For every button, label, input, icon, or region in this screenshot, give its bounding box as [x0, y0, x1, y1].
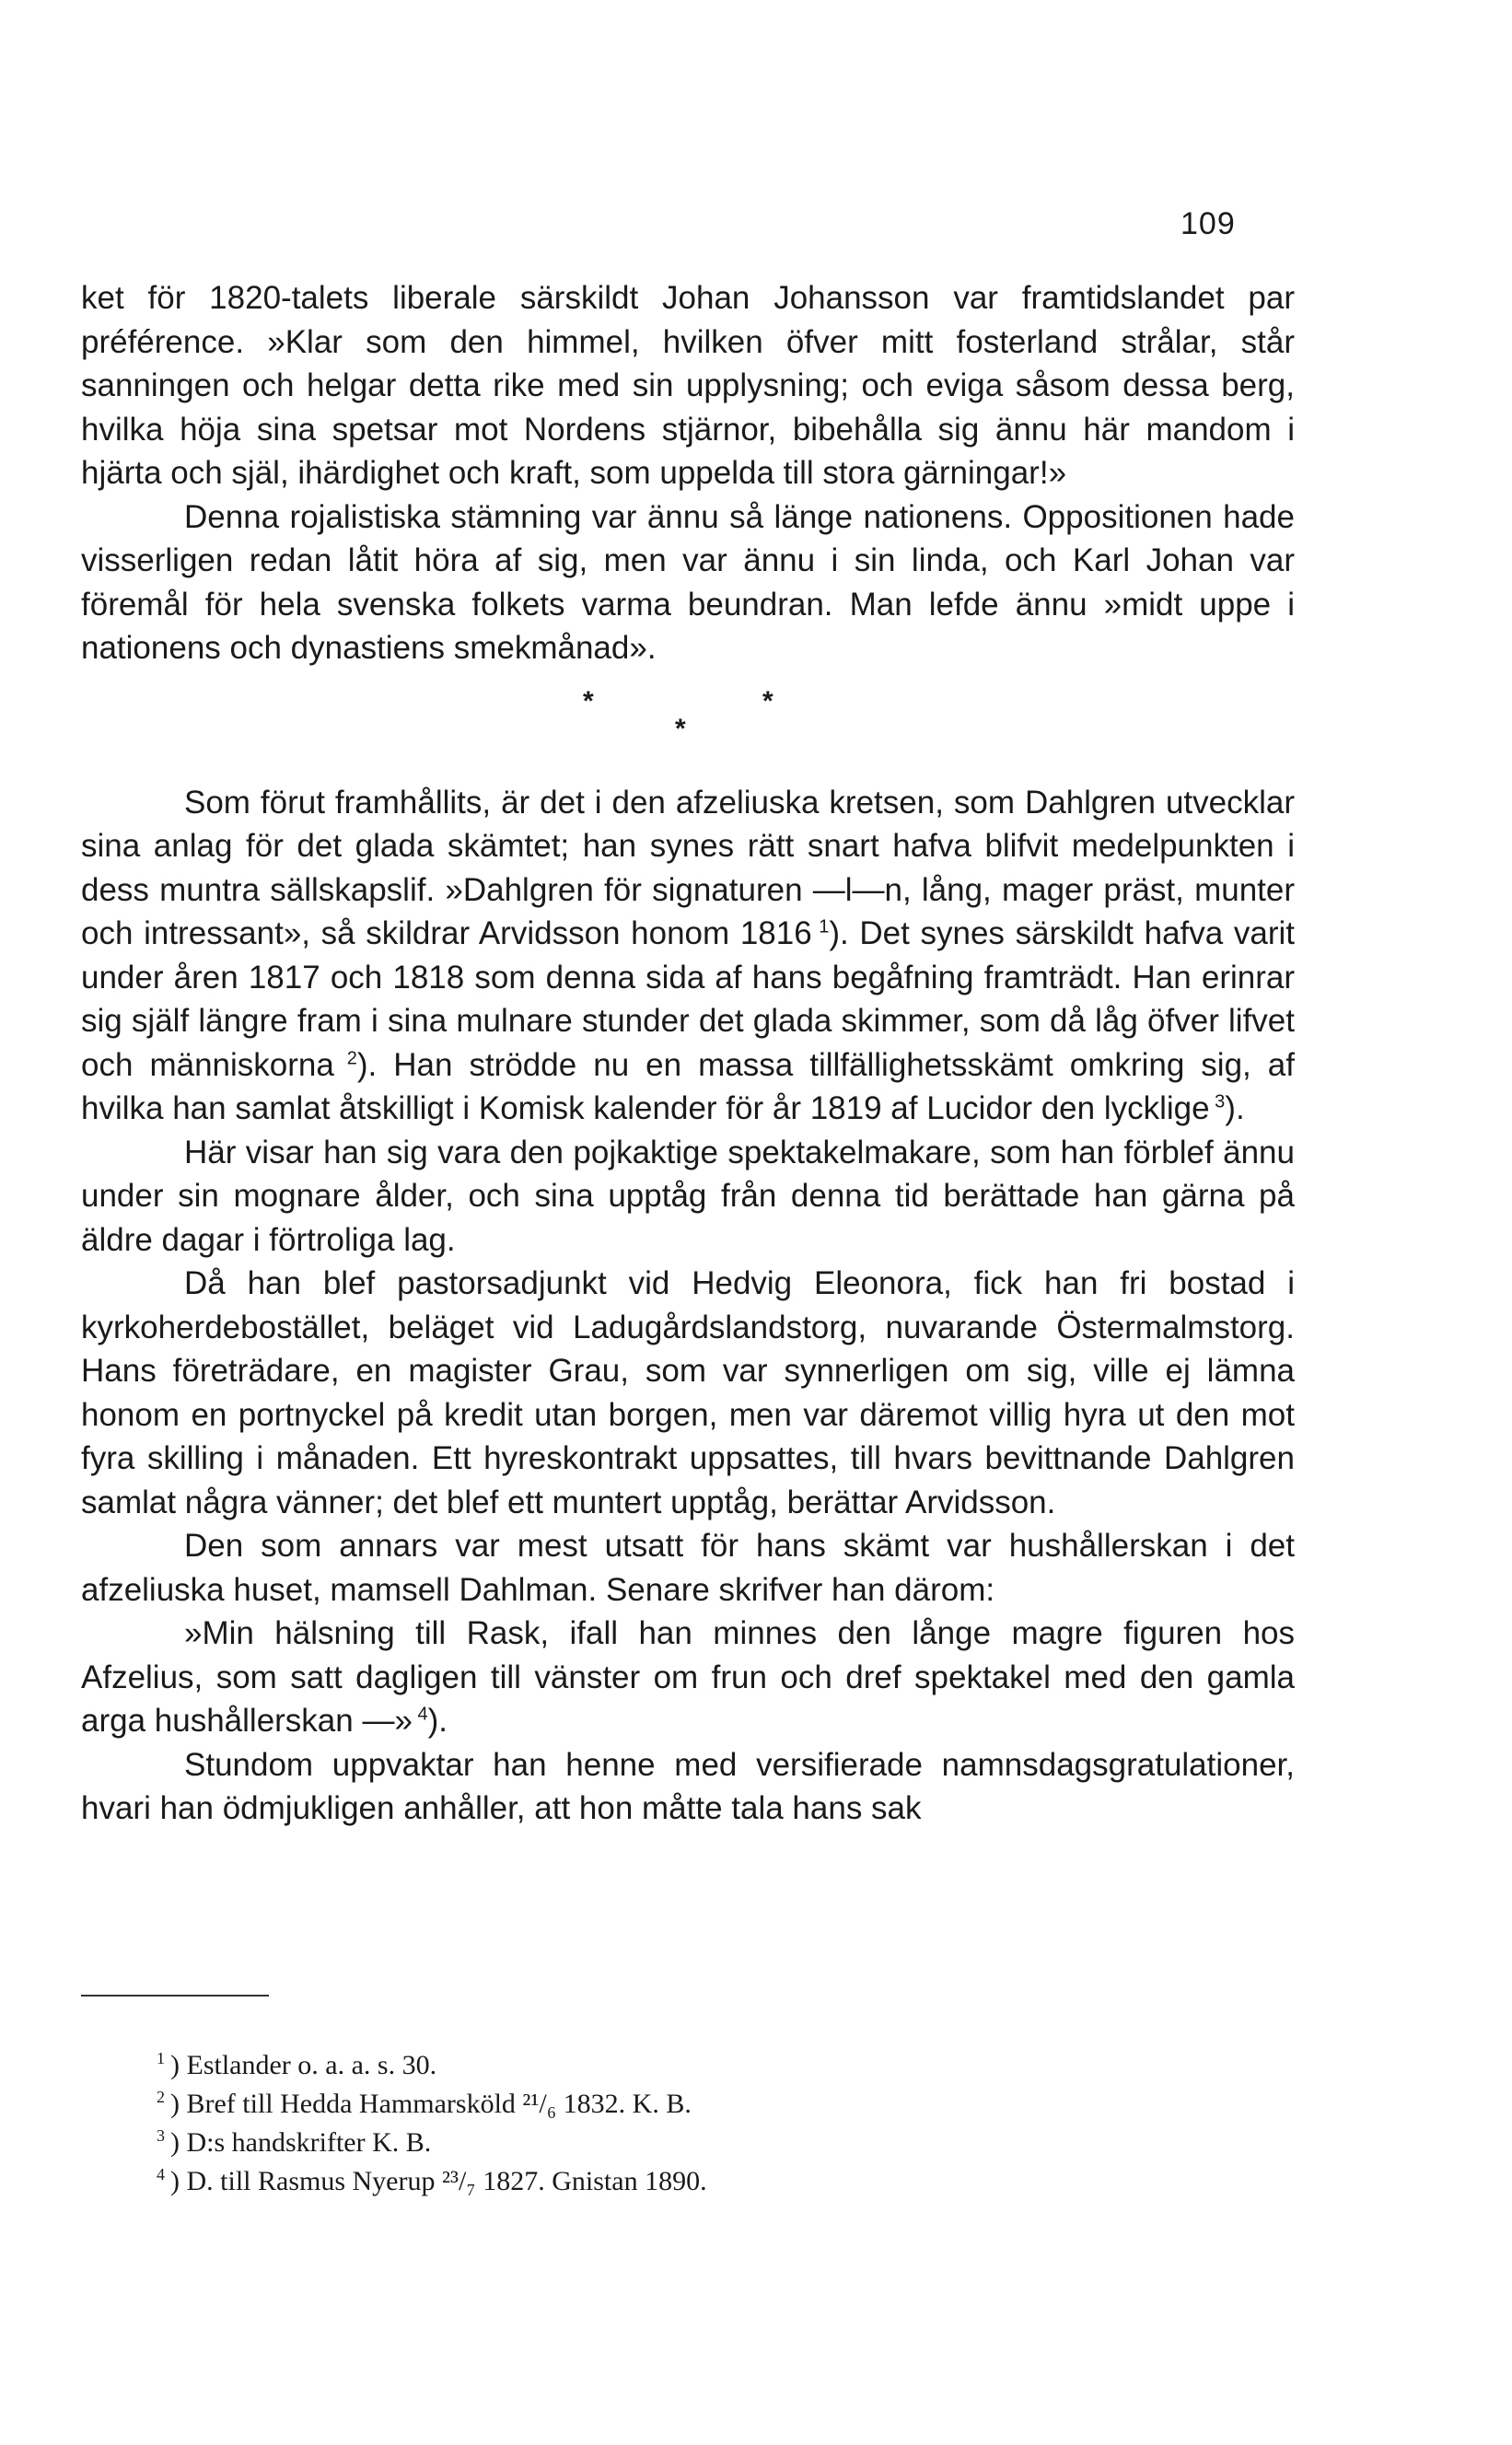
footnote — [157, 2159, 707, 2197]
paragraph: Stundom uppvaktar han henne med versifierade namnsdagsgratulationer, hvari han ödmjukligen anhåller, att hon måtte tala hans sak — [81, 1746, 1295, 1826]
paragraph-text: »Min hälsning till Rask, ifall han minnes den långe magre figuren hos Afzelius, som satt dagligen till vänster om frun och dref spektakel med den gamla arga hushållerskan —» — [81, 1615, 1295, 1739]
footnote-text: ) Estlander o. a. a. s. 30. — [170, 2050, 437, 2080]
paragraph-text: ). Det synes särskildt hafva varit under åren 1817 och 1818 som denna sida af hans begåfning framträdt. Han erinrar sig själf längre fram i sina mulnare stunder det glada skimmer, som då låg öfver lifvet och människorna — [81, 915, 1296, 1083]
paragraph: ket för 1820-talets liberale särskildt Johan Johansson var framtidslandet par préférence. »Klar som den himmel, hvilken öfver mitt fosterland strålar, står sanningen och helgar detta rike med sin upplysning; och eviga såsom dessa berg, hvilka höja sina spetsar mot Nordens stjärnor, bibehålla sig ännu här mandom i hjärta och själ, ihärdighet och kraft, som uppelda till stora gärningar!» — [81, 280, 1295, 491]
footnote-reference — [1210, 1091, 1226, 1112]
footnote-reference-number: 3 — [1215, 1091, 1226, 1112]
footnote-reference — [413, 1704, 428, 1724]
footnote-mark: 1 — [157, 2049, 165, 2067]
paragraph: Då han blef pastorsadjunkt vid Hedvig Eleonora, fick han fri bostad i kyrkoherdebostället, beläget vid Ladugårdslandstorg, nuvarande Östermalmstorg. Hans företrädare, en magister Grau, som var synnerligen om sig, ville ej lämna honom en portnyckel på kredit utan borgen, men var däremot villig hyra ut den mot fyra skilling i månaden. Ett hyreskontrakt uppsattes, till hvars bevittnande Dahlgren samlat några vänner; det blef ett muntert upptåg, berättar Arvidsson. — [81, 1265, 1295, 1520]
footnote-reference-number: 2 — [346, 1047, 357, 1068]
asterisk: * — [762, 685, 773, 716]
footnote-divider — [81, 1995, 269, 1997]
paragraph: Denna rojalistiska stämning var ännu så länge nationens. Oppositionen hade visserligen redan låtit höra af sig, men var ännu i sin linda, och Karl Johan var föremål för hela svenska folkets varma beundran. Man lefde ännu »midt uppe i nationens och dynastiens smekmånad». — [81, 498, 1295, 666]
footnotes — [157, 2043, 707, 2197]
asterisk: * — [675, 713, 686, 744]
footnote-reference — [812, 916, 830, 937]
body-text — [81, 276, 1295, 1831]
paragraph-text: ). — [427, 1703, 448, 1739]
footnote-text: ) D. till Rasmus Nyerup ²³/₇ 1827. Gnistan 1890. — [170, 2166, 707, 2196]
footnote-reference-number: 1 — [819, 916, 830, 937]
asterisk: * — [583, 685, 594, 716]
section-separator — [81, 670, 1295, 781]
paragraph-text: ). Han strödde nu en massa tillfällighetsskämt omkring sig, af hvilka han samlat åtskilligt i Komisk kalender för år 1819 af Lucidor den lycklige — [81, 1046, 1295, 1126]
paragraph — [81, 781, 1295, 1131]
footnote — [157, 2120, 707, 2159]
paragraph-text: ). — [1225, 1090, 1245, 1126]
footnote-reference — [334, 1048, 357, 1068]
footnote — [157, 2081, 707, 2120]
footnote-mark: 3 — [157, 2126, 165, 2145]
paragraph: Den som annars var mest utsatt för hans skämt var hushållerskan i det afzeliuska huset, mamsell Dahlman. Senare skrifver han därom: — [81, 1528, 1295, 1608]
page-number: 109 — [1181, 206, 1236, 241]
paragraph-text: Som förut framhållits, är det i den afzeliuska kretsen, som Dahlgren utvecklar sina anlag för det glada skämtet; han synes rätt snart hafva blifvit medelpunkten i dess muntra sällskapslif. »Dahlgren för signaturen —l—n, lång, mager präst, munter och intressant», så skildrar Arvidsson honom 1816 — [81, 784, 1295, 951]
footnote-text: ) D:s handskrifter K. B. — [170, 2127, 432, 2158]
footnote-text: ) Bref till Hedda Hammarsköld ²¹/₆ 1832. K. B. — [170, 2089, 692, 2119]
quotation — [81, 1612, 1295, 1743]
paragraph: Här visar han sig vara den pojkaktige spektakelmakare, som han förblef ännu under sin mognare ålder, och sina upptåg från denna tid berättade han gärna på äldre dagar i förtroliga lag. — [81, 1134, 1295, 1258]
footnote-mark: 4 — [157, 2165, 165, 2183]
footnote-mark: 2 — [157, 2088, 165, 2106]
footnote-reference-number: 4 — [417, 1704, 428, 1725]
footnote — [157, 2043, 707, 2081]
